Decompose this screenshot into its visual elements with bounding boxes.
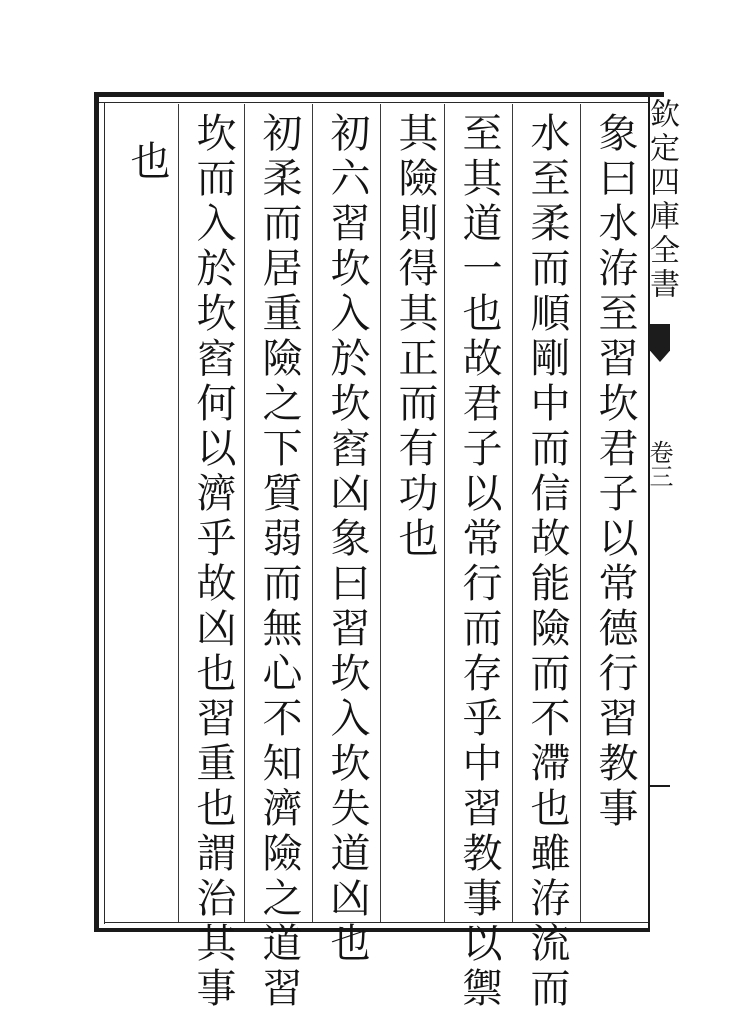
- text-column-5: 初六習坎入於坎窞凶象曰習坎入坎失道凶也: [324, 112, 370, 967]
- column-divider: [244, 104, 245, 922]
- frame-top-inner-border: [98, 102, 650, 103]
- frame-top-border: [94, 92, 664, 97]
- text-column-4: 其險則得其正而有功也: [392, 112, 438, 562]
- column-divider: [444, 104, 445, 922]
- margin-volume-label: 卷三: [645, 440, 673, 488]
- margin-rule: [650, 785, 670, 787]
- frame-left-border: [94, 92, 99, 932]
- text-column-2: 水至柔而順剛中而信故能險而不滯也雖洊流而: [524, 112, 570, 1012]
- column-divider: [178, 104, 179, 922]
- margin-book-title: 欽定四庫全書: [644, 98, 679, 302]
- frame-left-inner-border: [104, 102, 105, 924]
- text-column-1: 象曰水洊至習坎君子以常德行習教事: [592, 112, 638, 832]
- text-column-6: 初柔而居重險之下質弱而無心不知濟險之道習: [256, 112, 302, 1012]
- column-divider: [312, 104, 313, 922]
- text-column-8: 也: [124, 140, 170, 185]
- column-divider: [580, 104, 581, 922]
- text-column-3: 至其道一也故君子以常行而存乎中習教事以禦: [456, 112, 502, 1012]
- column-divider: [380, 104, 381, 922]
- column-divider: [512, 104, 513, 922]
- text-column-7: 坎而入於坎窞何以濟乎故凶也習重也謂治其事: [190, 112, 236, 1012]
- fish-tail-mark-icon: [650, 324, 670, 362]
